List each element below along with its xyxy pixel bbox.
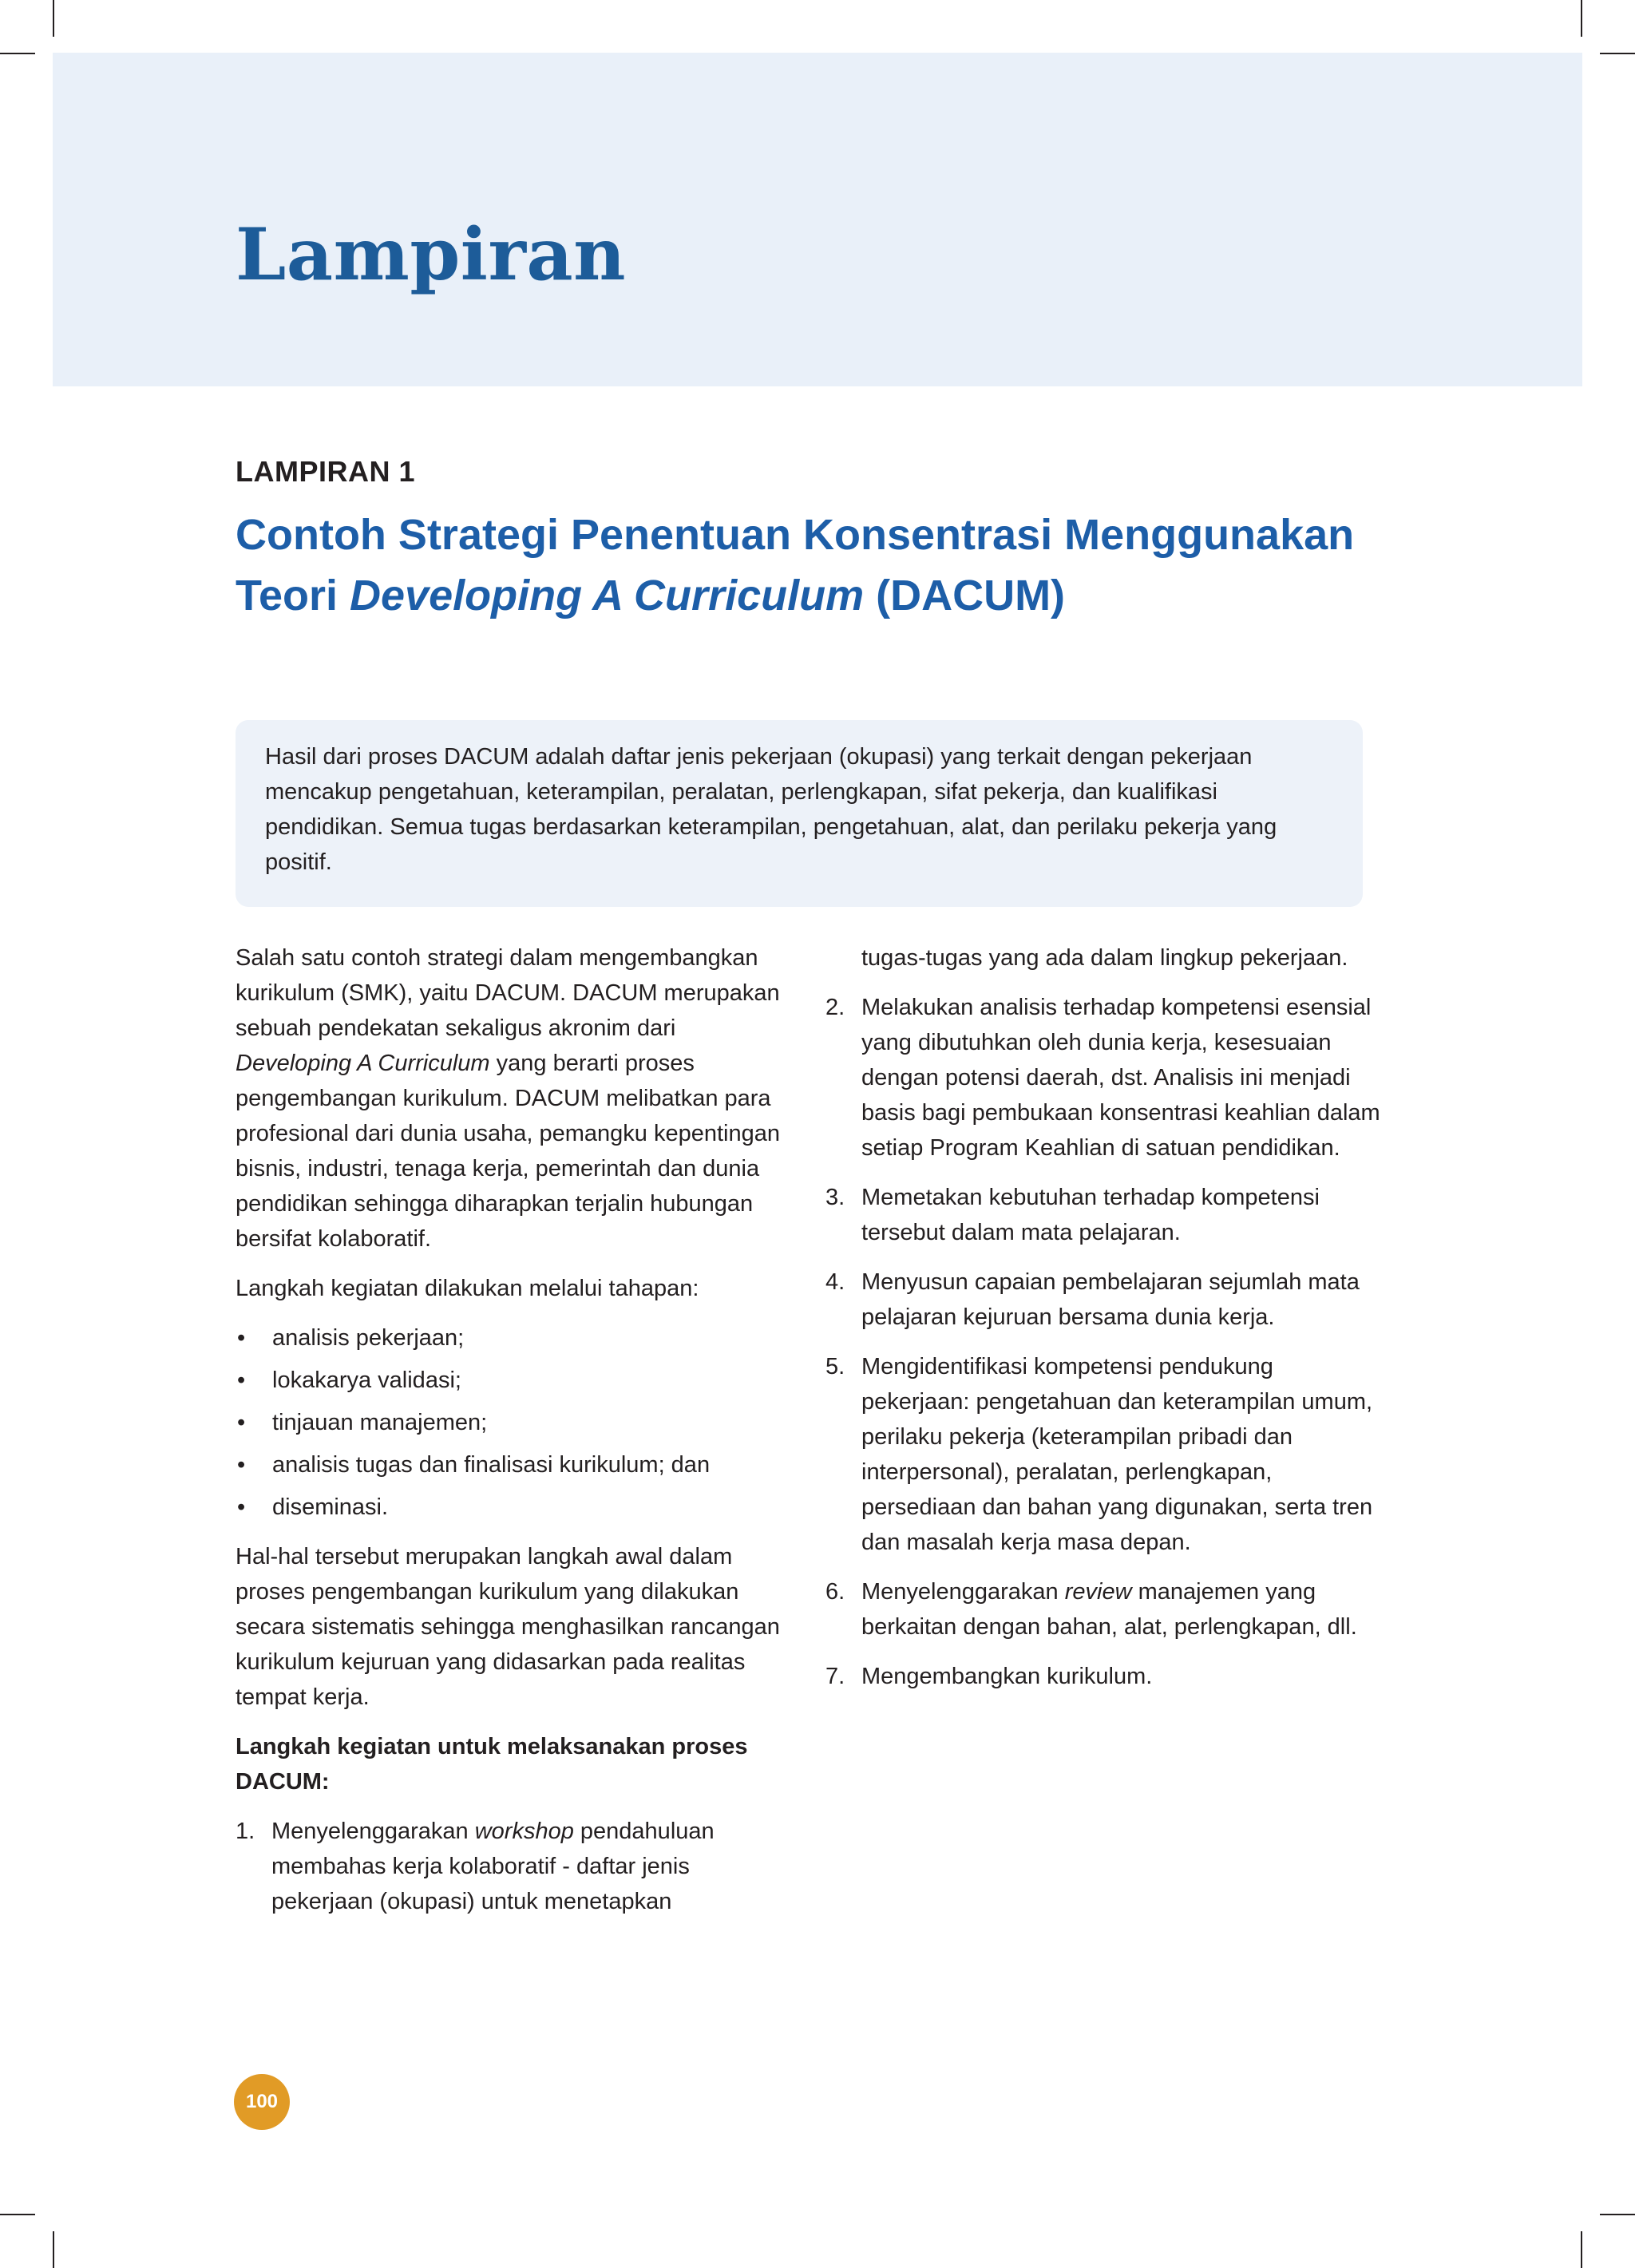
closing-paragraph: Hal-hal tersebut merupakan langkah awal dalam proses pengembangan kurikulum yang dilakukan secara sistematis sehingga menghasilkan rancangan kurikulum kejuruan yang didasarkan pada realitas tempat kerja. — [236, 1544, 780, 1710]
step-item — [236, 1814, 786, 1919]
step-continuation: tugas-tugas yang ada dalam lingkup pekerjaan. — [861, 945, 1348, 971]
stages-intro: Langkah kegiatan dilakukan melalui tahapan: — [236, 1276, 699, 1301]
intro-text: Salah satu contoh strategi dalam mengembangkan kurikulum (SMK), yaitu DACUM. DACUM merupakan sebuah pendekatan sekaligus akronim dari — [236, 945, 780, 1041]
crop-mark — [1600, 2214, 1635, 2215]
appendix-title-text: Contoh Strategi Penentuan Konsentrasi Menggunakan Teori — [236, 511, 1355, 619]
step-text: Mengembangkan kurikulum. — [861, 1664, 1153, 1689]
crop-mark — [1581, 2231, 1582, 2268]
appendix-title-italic: Developing A Curriculum — [350, 572, 865, 619]
crop-mark — [1600, 53, 1635, 54]
list-item-text: analisis tugas dan finalisasi kurikulum; dan — [272, 1452, 711, 1478]
page-number-badge: 100 — [234, 2074, 290, 2130]
step-number: 5. — [825, 1354, 845, 1379]
step-text: pendahuluan membahas kerja kolaboratif - daftar jenis pekerjaan (okupasi) untuk menetapkan — [271, 1819, 715, 1914]
step-number: 3. — [825, 1185, 845, 1210]
appendix-title-text: (DACUM) — [864, 572, 1066, 619]
list-item — [236, 1490, 786, 1525]
right-column — [825, 940, 1384, 1708]
step-italic: review — [1064, 1579, 1132, 1605]
crop-mark — [53, 2231, 54, 2268]
appendix-title — [236, 505, 1369, 626]
crop-mark — [53, 0, 54, 37]
list-item-text: tinjauan manajemen; — [272, 1410, 488, 1435]
summary-text: Hasil dari proses DACUM adalah daftar jenis pekerjaan (okupasi) yang terkait dengan pekerjaan mencakup pengetahuan, keterampilan, peralatan, perlengkapan, sifat pekerja, dan kualifikasi pendidikan. Semua tugas berdasarkan keterampilan, pengetahuan, alat, dan perilaku pekerja yang positif. — [265, 744, 1277, 875]
step-text: Memetakan kebutuhan terhadap kompetensi tersebut dalam mata pelajaran. — [861, 1185, 1320, 1245]
crop-mark — [0, 53, 35, 54]
step-item — [825, 990, 1384, 1166]
step-text: Menyelenggarakan — [271, 1819, 475, 1844]
bullet-icon: • — [237, 1368, 246, 1393]
step-number: 7. — [825, 1664, 845, 1689]
crop-mark — [0, 2214, 35, 2215]
bullet-icon: • — [237, 1325, 246, 1351]
intro-italic: Developing A Curriculum — [236, 1051, 490, 1076]
bullet-icon: • — [237, 1494, 246, 1520]
step-text: Menyusun capaian pembelajaran sejumlah mata pelajaran kejuruan bersama dunia kerja. — [861, 1269, 1360, 1330]
step-item — [825, 1265, 1384, 1335]
step-text: Mengidentifikasi kompetensi pendukung pekerjaan: pengetahuan dan keterampilan umum, perilaku pekerja (keterampilan pribadi dan interpersonal), peralatan, perlengkapan, persediaan dan bahan yang digunakan, serta tren dan masalah kerja masa depan. — [861, 1354, 1373, 1555]
bullet-icon: • — [237, 1410, 246, 1435]
crop-mark — [1581, 0, 1582, 37]
left-column — [236, 940, 786, 1934]
chapter-title: Lampiran — [236, 212, 627, 297]
step-number: 1. — [236, 1819, 255, 1844]
appendix-label: LAMPIRAN 1 — [236, 455, 416, 488]
list-item — [236, 1320, 786, 1356]
stages-list — [236, 1320, 786, 1525]
step-italic: workshop — [474, 1819, 574, 1844]
step-text: Menyelenggarakan — [861, 1579, 1065, 1605]
step-item — [825, 1659, 1384, 1694]
list-item-text: lokakarya validasi; — [272, 1368, 461, 1393]
intro-text: yang berarti proses pengembangan kurikulum. DACUM melibatkan para profesional dari dunia usaha, pemangku kepentingan bisnis, industri, tenaga kerja, pemerintah dan dunia pendidikan sehingga diharapkan terjalin hubungan bersifat kolaboratif. — [236, 1051, 780, 1252]
bullet-icon: • — [237, 1452, 246, 1478]
list-item-text: analisis pekerjaan; — [272, 1325, 465, 1351]
steps-list — [825, 990, 1384, 1694]
list-item — [236, 1363, 786, 1398]
step-text: manajemen yang berkaitan dengan bahan, alat, perlengkapan, dll. — [861, 1579, 1357, 1640]
step-number: 4. — [825, 1269, 845, 1295]
steps-list — [236, 1814, 786, 1919]
steps-heading: Langkah kegiatan untuk melaksanakan proses DACUM: — [236, 1734, 748, 1795]
step-number: 2. — [825, 995, 845, 1020]
step-item — [825, 1180, 1384, 1250]
list-item-text: diseminasi. — [272, 1494, 389, 1520]
step-number: 6. — [825, 1579, 845, 1605]
step-item — [825, 1574, 1384, 1645]
intro-paragraph — [236, 940, 786, 1257]
step-text: Melakukan analisis terhadap kompetensi esensial yang dibutuhkan oleh dunia kerja, kesesuaian dengan potensi daerah, dst. Analisis ini menjadi basis bagi pembukaan konsentrasi keahlian dalam setiap Program Keahlian di satuan pendidikan. — [861, 995, 1380, 1161]
list-item — [236, 1405, 786, 1440]
list-item — [236, 1447, 786, 1482]
step-item — [825, 1349, 1384, 1560]
